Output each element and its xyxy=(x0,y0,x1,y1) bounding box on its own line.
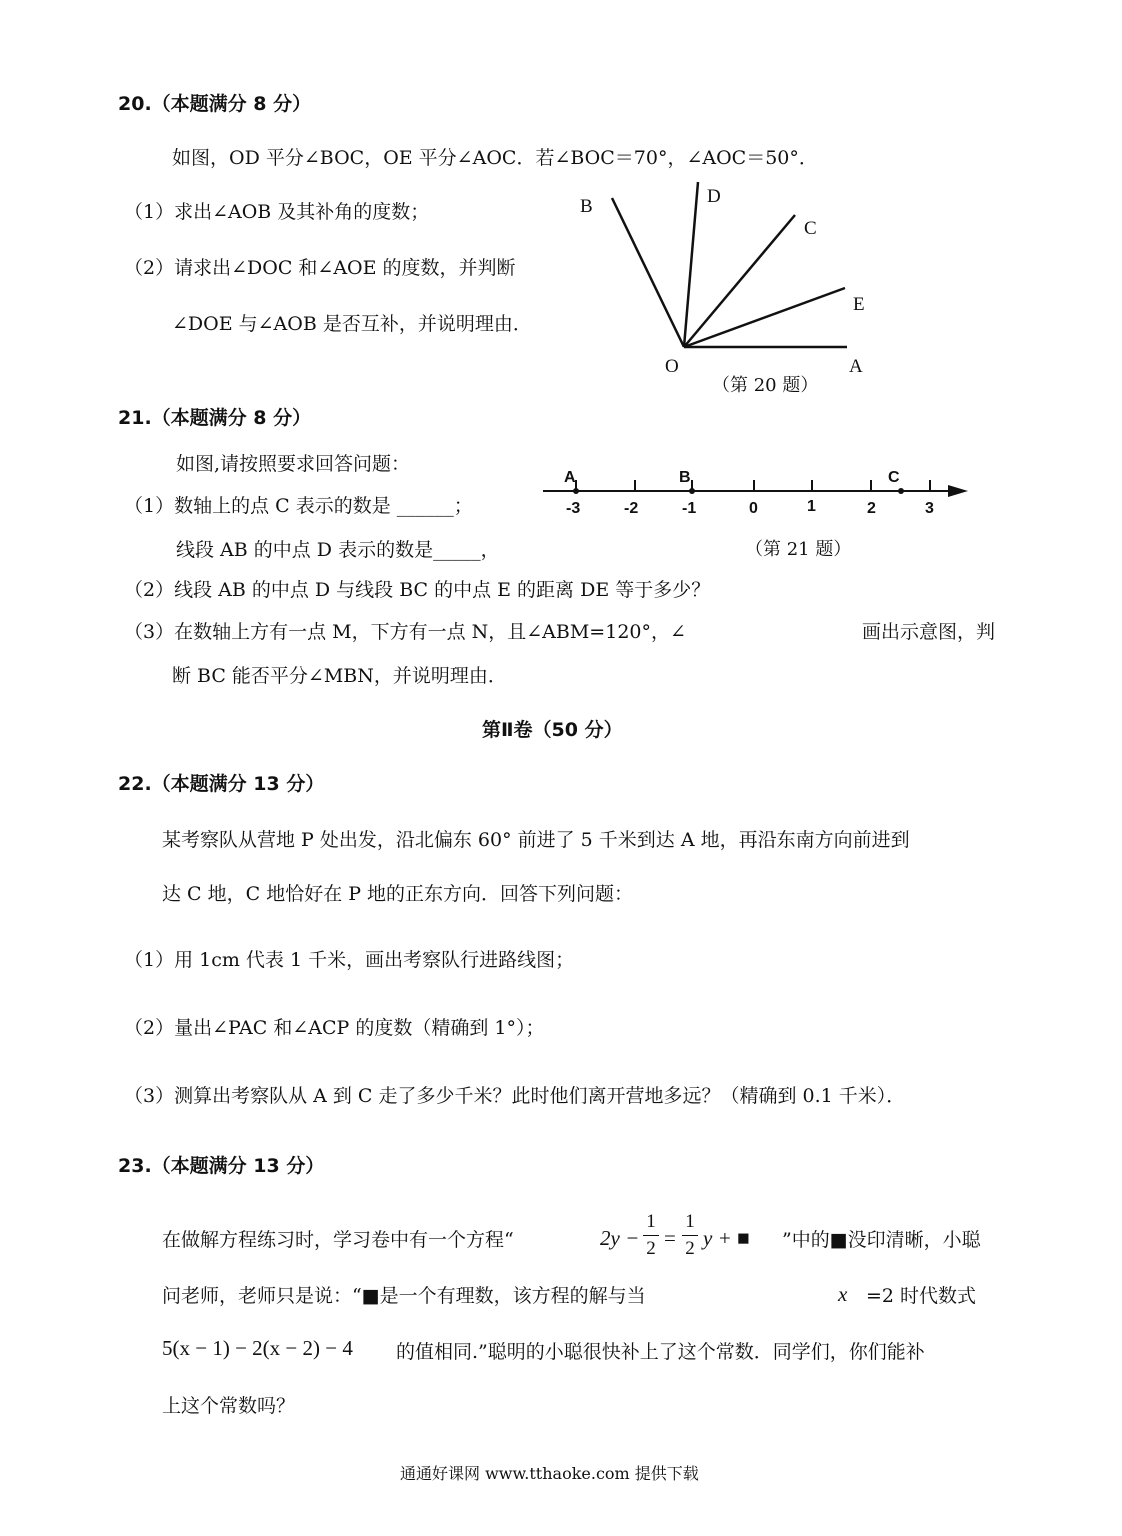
label-e: E xyxy=(853,294,865,315)
expression: 5(x − 1) − 2(x − 2) − 4 xyxy=(162,1336,353,1360)
q22-header: 22.（本题满分 13 分） xyxy=(118,773,325,795)
footer-text: 通通好课网 www.tthaoke.com 提供下载 xyxy=(400,1464,699,1483)
fraction-denominator: 2 xyxy=(646,1238,656,1259)
fraction-left xyxy=(643,1211,659,1260)
equation-left: 2y − xyxy=(600,1226,640,1250)
q23-line1-pre: 在做解方程练习时，学习卷中有一个方程“ xyxy=(162,1229,514,1251)
q22-part2: （2）量出∠PAC 和∠ACP 的度数（精确到 1°）； xyxy=(124,1017,545,1039)
tick-label: 1 xyxy=(807,498,816,515)
q22-part1: （1）用 1cm 代表 1 千米，画出考察队行进路线图； xyxy=(124,949,575,971)
point-label-a: A xyxy=(564,469,576,486)
q22-line1: 某考察队从营地 P 处出发，沿北偏东 60° 前进了 5 千米到达 A 地，再沿东南方向前进到 xyxy=(162,829,910,851)
tick-label: 2 xyxy=(867,500,876,517)
fraction-denominator: 2 xyxy=(685,1238,695,1259)
point-b xyxy=(689,488,695,494)
point-label-c: C xyxy=(888,469,900,486)
q23-header: 23.（本题满分 13 分） xyxy=(118,1155,325,1177)
point-label-b: B xyxy=(679,469,691,486)
q22-part3: （3）测算出考察队从 A 到 C 走了多少千米？此时他们离开营地多远？（精确到 0.1 千米）． xyxy=(124,1085,906,1107)
fraction-numerator: 1 xyxy=(685,1211,695,1232)
point-a xyxy=(573,488,579,494)
q21-intro: 如图,请按照要求回答问题： xyxy=(176,453,411,475)
q23-line1-post: ”中的■没印清晰，小聪 xyxy=(782,1229,981,1251)
label-o: O xyxy=(665,356,679,377)
label-c: C xyxy=(804,218,817,239)
q21-part3-line1: （3）在数轴上方有一点 M，下方有一点 N，且∠ABM=120°，∠ xyxy=(124,621,686,643)
q23-line3-post: 的值相同.”聪明的小聪很快补上了这个常数．同学们，你们能补 xyxy=(396,1341,925,1363)
tick-label: 0 xyxy=(749,500,758,517)
tick-label: -3 xyxy=(566,500,581,517)
fraction-right xyxy=(682,1211,698,1260)
q22-line2: 达 C 地，C 地恰好在 P 地的正东方向．回答下列问题： xyxy=(162,883,634,905)
equation-right: y + ■ xyxy=(703,1226,750,1250)
q20-part2-line1: （2）请求出∠DOC 和∠AOE 的度数，并判断 xyxy=(124,257,516,279)
section-2-title: 第Ⅱ卷（50 分） xyxy=(482,719,623,741)
tick-label: -1 xyxy=(682,500,697,517)
figure-21-caption: （第 21 题） xyxy=(745,539,852,560)
figure-20-caption: （第 20 题） xyxy=(712,375,819,396)
q21-header: 21.（本题满分 8 分） xyxy=(118,407,312,429)
ray-od xyxy=(684,182,698,347)
q21-part1-line1: （1）数轴上的点 C 表示的数是 ______； xyxy=(124,495,473,517)
q23-line2: 问老师，老师只是说：“■是一个有理数，该方程的解与当 xyxy=(162,1285,646,1307)
q21-part3-line1-right: 画出示意图，判 xyxy=(862,621,996,643)
point-c xyxy=(898,488,904,494)
q23-line2-post: =2 时代数式 xyxy=(866,1285,977,1307)
q21-part2: （2）线段 AB 的中点 D 与线段 BC 的中点 E 的距离 DE 等于多少？ xyxy=(124,579,711,601)
axis-arrow xyxy=(948,485,968,497)
q21-part3-line2: 断 BC 能否平分∠MBN，并说明理由． xyxy=(172,665,507,687)
q20-header: 20.（本题满分 8 分） xyxy=(118,93,312,115)
fraction-numerator: 1 xyxy=(646,1211,656,1232)
ray-ob xyxy=(612,198,684,347)
q20-intro: 如图，OD 平分∠BOC，OE 平分∠AOC．若∠BOC＝70°，∠AOC＝50°． xyxy=(172,147,818,169)
label-d: D xyxy=(707,186,721,207)
equals-sign: = xyxy=(664,1226,676,1250)
q21-part1-line2: 线段 AB 的中点 D 表示的数是_____， xyxy=(176,539,500,561)
tick-label: 3 xyxy=(925,500,934,517)
q20-part2-line2: ∠DOE 与∠AOB 是否互补，并说明理由． xyxy=(172,313,532,335)
variable-x: x xyxy=(838,1282,848,1306)
label-b: B xyxy=(580,196,593,217)
label-a: A xyxy=(849,356,863,377)
q20-part1: （1）求出∠AOB 及其补角的度数； xyxy=(124,201,430,223)
q23-line4: 上这个常数吗？ xyxy=(162,1395,296,1417)
tick-label: -2 xyxy=(624,500,639,517)
